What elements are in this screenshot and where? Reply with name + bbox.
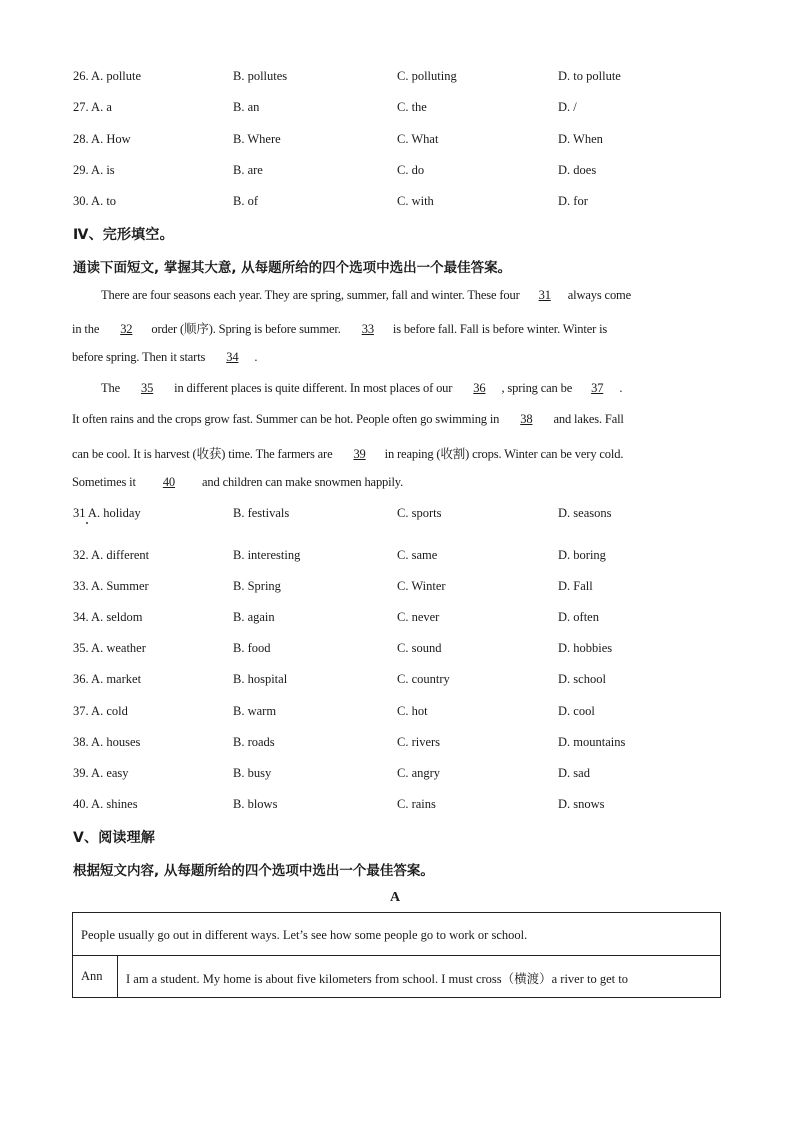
option-row-35 bbox=[0, 641, 794, 661]
option-a: 33. A. Summer bbox=[73, 579, 149, 593]
blank-35: 35 bbox=[140, 381, 154, 395]
passage-text: Sometimes it bbox=[72, 475, 139, 489]
table-intro-text: People usually go out in different ways. Let’s see how some people go to work or school. bbox=[81, 928, 528, 942]
blank-31: 31 bbox=[538, 288, 551, 302]
option-b: B. an bbox=[233, 100, 260, 114]
section-instruction-cloze: 通读下面短文, 掌握其大意, 从每题所给的四个选项中选出一个最佳答案。 bbox=[73, 260, 512, 276]
option-a: 36. A. market bbox=[73, 672, 142, 686]
option-b: B. are bbox=[233, 163, 263, 177]
option-a: 40. A. shines bbox=[73, 797, 138, 811]
option-b: B. warm bbox=[233, 704, 277, 718]
passage-text: and lakes. Fall bbox=[550, 412, 624, 426]
blank-32: 32 bbox=[120, 322, 133, 336]
blank-37: 37 bbox=[591, 381, 604, 395]
option-d: D. hobbies bbox=[558, 641, 613, 655]
option-a: 31 A. holiday bbox=[73, 506, 141, 520]
section-heading-reading: Ⅴ、阅读理解 bbox=[73, 830, 156, 846]
passage-line bbox=[101, 381, 622, 396]
option-a: 34. A. seldom bbox=[73, 610, 143, 624]
blank-36: 36 bbox=[473, 381, 486, 395]
option-b: B. Where bbox=[233, 132, 281, 146]
option-b: B. roads bbox=[233, 735, 275, 749]
passage-letter: A bbox=[390, 890, 401, 905]
table-row-intro bbox=[73, 913, 720, 956]
passage-text: and children can make snowmen happily. bbox=[199, 475, 404, 489]
table-row-ann bbox=[73, 956, 720, 997]
passage-line bbox=[72, 475, 403, 490]
option-row-33 bbox=[0, 579, 794, 599]
passage-text: . bbox=[254, 350, 258, 364]
option-d: D. often bbox=[558, 610, 599, 624]
blank-33: 33 bbox=[361, 322, 374, 336]
option-d: D. / bbox=[558, 100, 577, 114]
option-d: D. When bbox=[558, 132, 603, 146]
section-heading-cloze: Ⅳ、完形填空。 bbox=[73, 227, 174, 243]
option-a: 38. A. houses bbox=[73, 735, 141, 749]
option-b: B. again bbox=[233, 610, 275, 624]
passage-line bbox=[72, 350, 257, 365]
option-row-40 bbox=[0, 797, 794, 817]
option-d: D. Fall bbox=[558, 579, 593, 593]
option-row-32 bbox=[0, 548, 794, 568]
passage-text: can be cool. It is harvest (收获) time. The farmers are bbox=[72, 447, 336, 461]
option-c: C. angry bbox=[397, 766, 441, 780]
option-b: B. festivals bbox=[233, 506, 290, 520]
option-d: D. snows bbox=[558, 797, 605, 811]
blank-38: 38 bbox=[520, 412, 533, 426]
option-a: 26. A. pollute bbox=[73, 69, 142, 83]
option-d: D. seasons bbox=[558, 506, 612, 520]
table-divider bbox=[117, 956, 118, 997]
option-c: C. do bbox=[397, 163, 425, 177]
option-c: C. with bbox=[397, 194, 434, 208]
option-b: B. hospital bbox=[233, 672, 288, 686]
option-d: D. sad bbox=[558, 766, 590, 780]
option-row-27 bbox=[0, 100, 794, 120]
option-a: 27. A. a bbox=[73, 100, 112, 114]
option-b: B. interesting bbox=[233, 548, 301, 562]
option-c: C. hot bbox=[397, 704, 428, 718]
option-c: C. Winter bbox=[397, 579, 446, 593]
passage-text: order (顺序). Spring is before summer. bbox=[148, 322, 344, 336]
reading-table bbox=[72, 912, 721, 998]
blank-39: 39 bbox=[353, 447, 366, 461]
option-d: D. cool bbox=[558, 704, 595, 718]
option-a: 28. A. How bbox=[73, 132, 131, 146]
option-row-29 bbox=[0, 163, 794, 183]
option-d: D. school bbox=[558, 672, 606, 686]
option-c: C. polluting bbox=[397, 69, 457, 83]
option-b: B. blows bbox=[233, 797, 278, 811]
option-a: 30. A. to bbox=[73, 194, 117, 208]
option-c: C. the bbox=[397, 100, 427, 114]
passage-text: It often rains and the crops grow fast. Summer can be hot. People often go swimming in bbox=[72, 412, 503, 426]
option-a: 35. A. weather bbox=[73, 641, 146, 655]
section-instruction-reading: 根据短文内容, 从每题所给的四个选项中选出一个最佳答案。 bbox=[73, 863, 434, 879]
option-row-36 bbox=[0, 672, 794, 692]
option-d: D. for bbox=[558, 194, 588, 208]
passage-text: in reaping (收割) crops. Winter can be very cold. bbox=[381, 447, 624, 461]
passage-text: in the bbox=[72, 322, 103, 336]
stray-dot-mark bbox=[86, 522, 88, 524]
option-b: B. of bbox=[233, 194, 258, 208]
option-row-34 bbox=[0, 610, 794, 630]
option-d: D. mountains bbox=[558, 735, 626, 749]
option-c: C. same bbox=[397, 548, 438, 562]
option-c: C. never bbox=[397, 610, 440, 624]
option-c: C. sports bbox=[397, 506, 442, 520]
option-d: D. boring bbox=[558, 548, 606, 562]
option-c: C. sound bbox=[397, 641, 442, 655]
option-d: D. to pollute bbox=[558, 69, 621, 83]
option-row-31 bbox=[0, 506, 794, 526]
passage-text: , spring can be bbox=[501, 381, 576, 395]
option-b: B. food bbox=[233, 641, 271, 655]
option-d: D. does bbox=[558, 163, 597, 177]
option-c: C. rains bbox=[397, 797, 436, 811]
blank-34: 34 bbox=[226, 350, 239, 364]
passage-text: There are four seasons each year. They are spring, summer, fall and winter. These four bbox=[101, 288, 523, 302]
option-row-28 bbox=[0, 132, 794, 152]
blank-40: 40 bbox=[162, 475, 176, 489]
option-a: 39. A. easy bbox=[73, 766, 129, 780]
passage-text: before spring. Then it starts bbox=[72, 350, 209, 364]
option-a: 37. A. cold bbox=[73, 704, 128, 718]
option-c: C. rivers bbox=[397, 735, 441, 749]
option-a: 29. A. is bbox=[73, 163, 115, 177]
passage-text: . bbox=[619, 381, 623, 395]
passage-line bbox=[72, 444, 623, 462]
option-row-38 bbox=[0, 735, 794, 755]
option-b: B. Spring bbox=[233, 579, 281, 593]
passage-line bbox=[72, 412, 624, 427]
passage-text: always come bbox=[564, 288, 632, 302]
passage-text: is before fall. Fall is before winter. Winter is bbox=[389, 322, 608, 336]
passage-text: The bbox=[101, 381, 123, 395]
table-name-cell: Ann bbox=[81, 969, 103, 983]
option-c: C. country bbox=[397, 672, 450, 686]
option-b: B. pollutes bbox=[233, 69, 288, 83]
option-c: C. What bbox=[397, 132, 439, 146]
table-text-cell: I am a student. My home is about five kilometers from school. I must cross（横渡）a river to get to bbox=[126, 972, 628, 986]
option-row-39 bbox=[0, 766, 794, 786]
option-b: B. busy bbox=[233, 766, 272, 780]
passage-line bbox=[101, 288, 631, 303]
option-row-26 bbox=[0, 69, 794, 89]
option-a: 32. A. different bbox=[73, 548, 150, 562]
passage-text: in different places is quite different. In most places of our bbox=[171, 381, 456, 395]
option-row-37 bbox=[0, 704, 794, 724]
option-row-30 bbox=[0, 194, 794, 214]
passage-line bbox=[72, 319, 607, 337]
